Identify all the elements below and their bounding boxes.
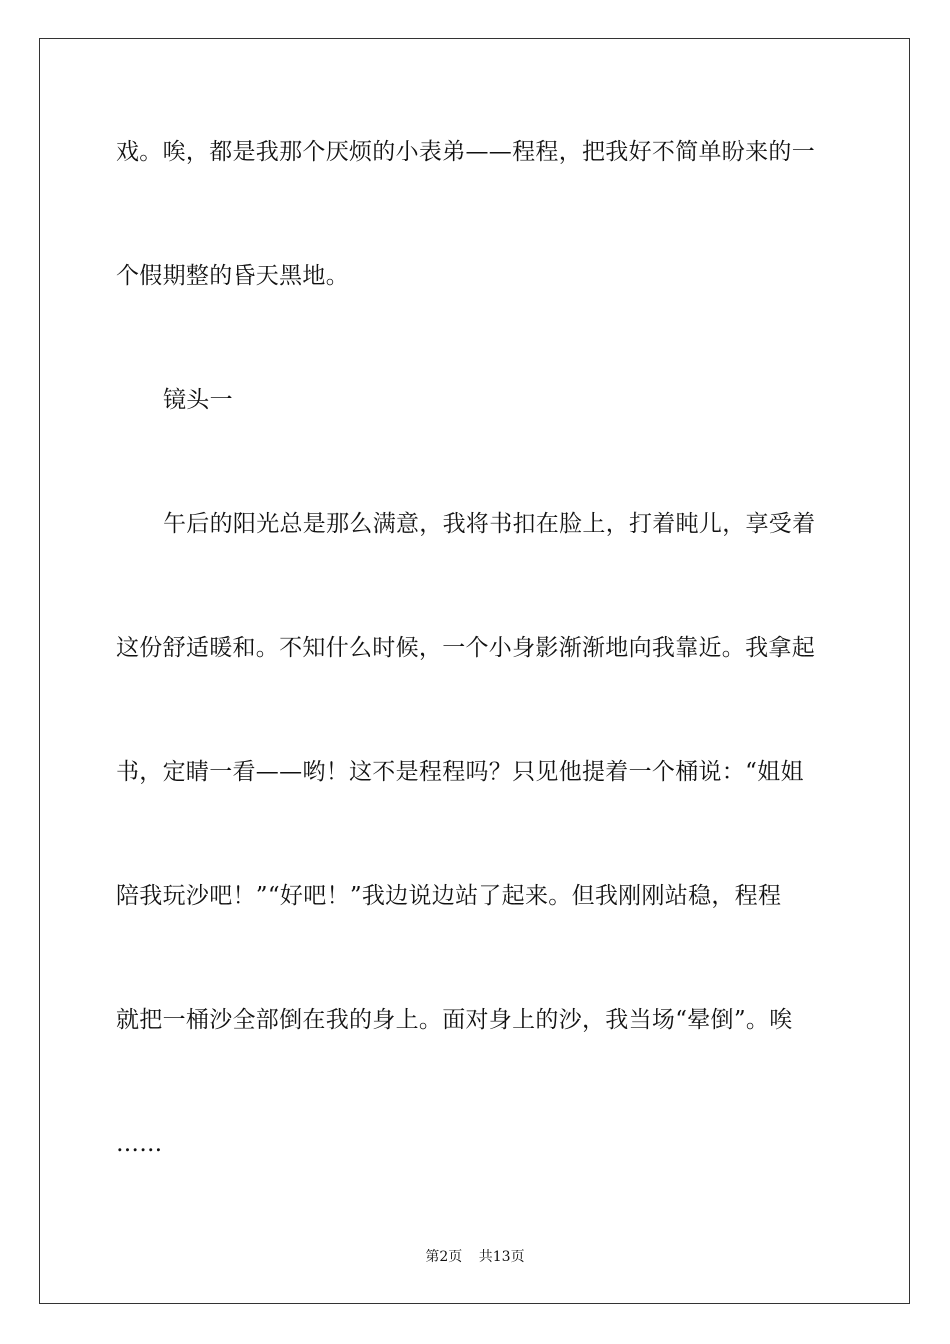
section-heading: 镜头一 <box>163 387 233 413</box>
page-footer <box>0 1248 950 1266</box>
body-text-line: 就把一桶沙全部倒在我的身上。面对身上的沙，我当场“晕倒”。唉 <box>116 1007 793 1033</box>
page-total: 共13页 <box>478 1249 525 1265</box>
body-text-line: 这份舒适暖和。不知什么时候，一个小身影渐渐地向我靠近。我拿起 <box>116 635 815 661</box>
page-border <box>39 38 910 1304</box>
body-text-line: 午后的阳光总是那么满意，我将书扣在脸上，打着盹儿，享受着 <box>163 511 816 537</box>
body-text-line: 书，定睛一看——哟！这不是程程吗？只见他提着一个桶说：“姐姐 <box>116 759 804 785</box>
body-text-line: …… <box>116 1131 163 1157</box>
page-number: 第2页 <box>425 1249 463 1265</box>
body-text-line: 戏。唉，都是我那个厌烦的小表弟——程程，把我好不简单盼来的一 <box>116 139 815 165</box>
body-text-line: 个假期整的昏天黑地。 <box>116 263 349 289</box>
body-text-line: 陪我玩沙吧！”“好吧！”我边说边站了起来。但我刚刚站稳，程程 <box>116 883 782 909</box>
